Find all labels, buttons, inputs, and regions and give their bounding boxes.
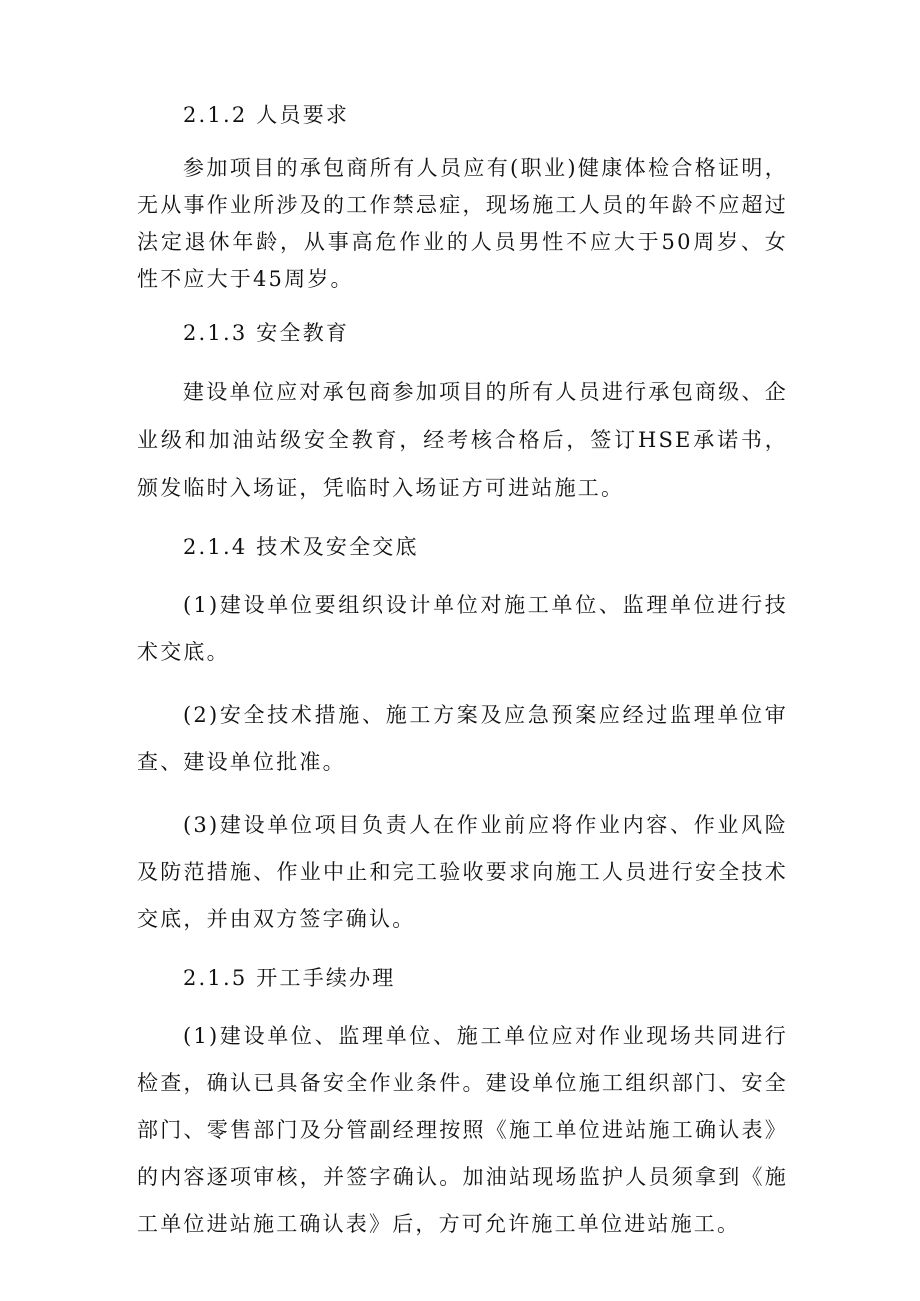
paragraph: 建设单位应对承包商参加项目的所有人员进行承包商级、企业级和加油站级安全教育，经考核合格后，签订HSE承诺书，颁发临时入场证，凭临时入场证方可进站施工。 (137, 380, 788, 500)
section-heading: 2.1.2 人员要求 (183, 103, 350, 127)
paragraph: (1)建设单位、监理单位、施工单位应对作业现场共同进行检查，确认已具备安全作业条件。建设单位施工组织部门、安全部门、零售部门及分管副经理按照《施工单位进站施工确认表》的内容逐项审核，并签字确认。加油站现场监护人员须拿到《施工单位进站施工确认表》后，方可允许施工单位进站施工。 (137, 1024, 788, 1236)
section-safety-education (137, 314, 788, 512)
section-heading: 2.1.3 安全教育 (183, 321, 350, 345)
section-technical-safety-briefing (137, 528, 788, 943)
paragraph: (1)建设单位要组织设计单位对施工单位、监理单位进行技术交底。 (137, 593, 788, 664)
section-heading: 2.1.4 技术及安全交底 (183, 535, 419, 559)
section-start-procedures (137, 959, 788, 1248)
paragraph: (2)安全技术措施、施工方案及应急预案应经过监理单位审查、建设单位批准。 (137, 703, 788, 774)
paragraph: 参加项目的承包商所有人员应有(职业)健康体检合格证明，无从事作业所涉及的工作禁忌症，现场施工人员的年龄不应超过法定退休年龄，从事高危作业的人员男性不应大于50周岁、女性不应大于45周岁。 (137, 156, 788, 291)
paragraph: (3)建设单位项目负责人在作业前应将作业内容、作业风险及防范措施、作业中止和完工验收要求向施工人员进行安全技术交底，并由双方签字确认。 (137, 813, 788, 931)
section-personnel-requirements (137, 96, 788, 298)
section-heading: 2.1.5 开工手续办理 (183, 966, 396, 990)
